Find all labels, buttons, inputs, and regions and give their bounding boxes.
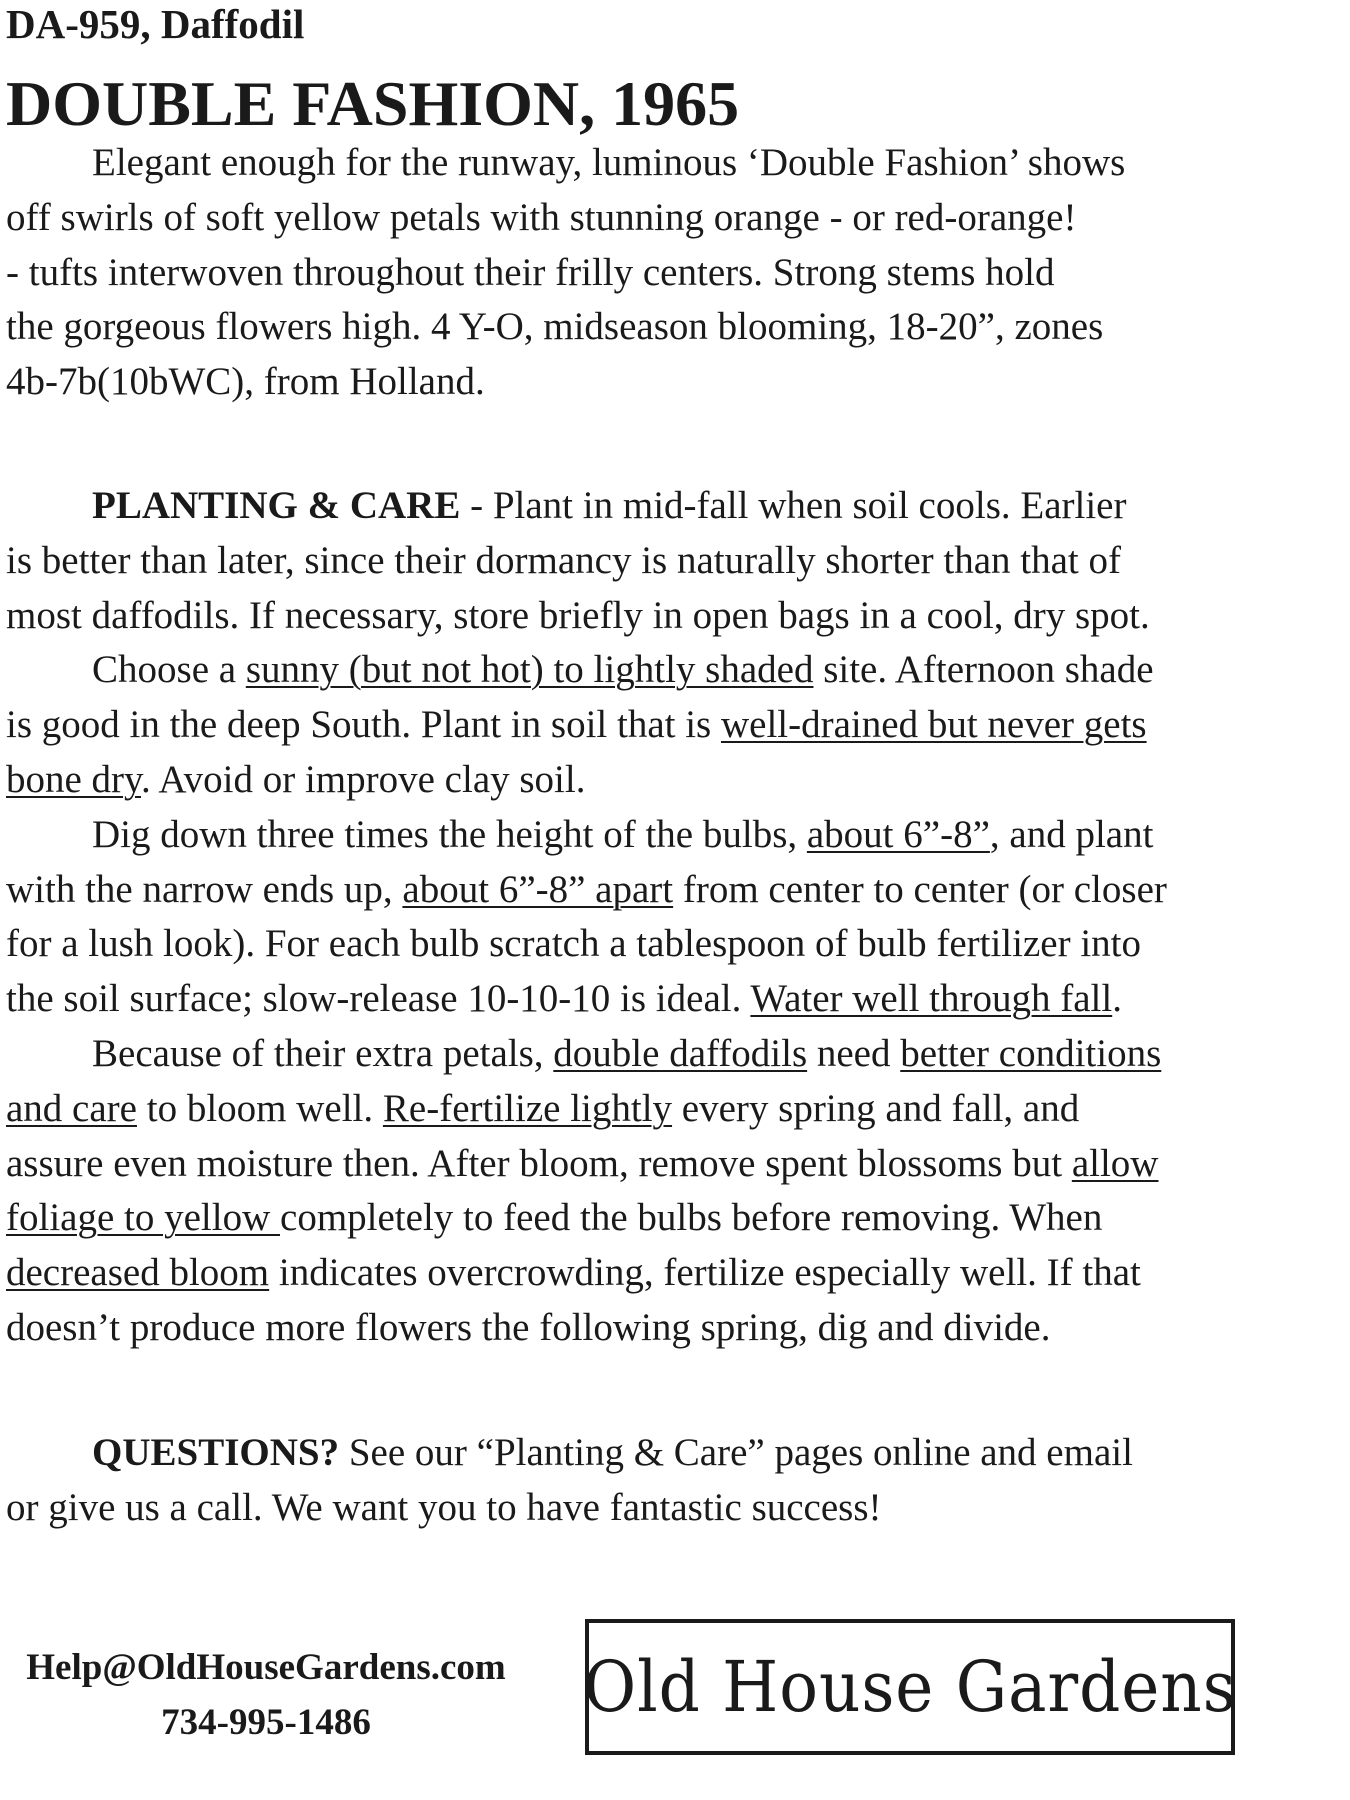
planting-text: - Plant in mid-fall when soil cools. Earlier [460,484,1127,527]
planting-line [6,863,1167,918]
underlined-text: well-drained but never gets [721,703,1147,747]
planting-text: need [807,1031,901,1075]
planting-text: . Avoid or improve clay soil. [141,757,586,801]
underlined-text: decreased bloom [6,1251,270,1295]
questions-line: or give us a call. We want you to have fantastic success! [6,1485,882,1529]
questions-text: See our “Planting & Care” pages online and email [339,1431,1133,1474]
planting-line [6,1082,1167,1137]
planting-text: to bloom well. [136,1086,383,1130]
underlined-text: about 6”-8” apart [402,867,674,911]
planting-line [6,808,1167,863]
underlined-text: allow [1071,1141,1159,1185]
description-paragraph [6,136,1125,410]
underlined-text: bone dry [6,757,142,801]
underlined-text: double daffodils [553,1031,808,1075]
planting-text: with the narrow ends up, [6,867,403,911]
planting-line [6,1191,1167,1246]
planting-line: is better than later, since their dormancy is naturally shorter than that of [6,538,1121,582]
planting-line [6,972,1167,1027]
planting-line [6,479,1167,534]
underlined-text: better conditions [900,1031,1162,1075]
planting-line [6,698,1167,753]
planting-line: most daffodils. If necessary, store briefly in open bags in a cool, dry spot. [6,593,1150,637]
description-line: - tufts interwoven throughout their frilly centers. Strong stems hold [6,250,1055,294]
planting-text: completely to feed the bulbs before removing. When [280,1196,1103,1240]
planting-line [6,643,1167,698]
planting-heading: PLANTING & CARE [92,484,461,527]
planting-line: for a lush look). For each bulb scratch a tablespoon of bulb fertilizer into [6,922,1141,966]
planting-line [6,1246,1167,1301]
planting-text: assure even moisture then. After bloom, remove spent blossoms but [6,1141,1072,1185]
planting-text: Choose a [92,648,246,692]
planting-line [6,753,1167,808]
questions-heading: QUESTIONS? [92,1431,340,1474]
description-line: off swirls of soft yellow petals with stunning orange - or red-orange! [6,195,1077,239]
questions-line [6,1426,1133,1481]
underlined-text: about 6”-8” [806,812,990,856]
planting-text: the soil surface; slow-release 10-10-10 is ideal. [6,977,751,1021]
planting-line [6,1027,1167,1082]
contact-phone[interactable]: 734-995-1486 [161,1702,371,1743]
underlined-text: Re-fertilize lightly [382,1086,673,1130]
underlined-text: Water well through fall [750,977,1113,1021]
underlined-text: foliage to yellow [6,1196,281,1240]
planting-text: is good in the deep South. Plant in soil that is [6,703,721,747]
planting-line: doesn’t produce more flowers the following spring, dig and divide. [6,1305,1051,1349]
planting-line [6,1137,1167,1192]
contact-email[interactable]: Help@OldHouseGardens.com [26,1647,506,1688]
underlined-text: and care [6,1086,137,1130]
planting-text: Because of their extra petals, [92,1031,554,1075]
planting-text: . [1112,977,1122,1021]
product-code: DA-959, Daffodil [6,1,305,47]
description-line: 4b-7b(10bWC), from Holland. [6,360,485,404]
contact-block [6,1640,526,1750]
planting-text: every spring and fall, and [672,1086,1080,1130]
brand-logo [585,1619,1235,1755]
description-line: the gorgeous flowers high. 4 Y-O, midseason blooming, 18-20”, zones [6,305,1104,349]
planting-text: site. Afternoon shade [813,648,1154,692]
planting-text: indicates overcrowding, fertilize especially well. If that [269,1251,1141,1295]
brand-logo-text: Old House Gardens [583,1646,1237,1728]
planting-text: from center to center (or closer [673,867,1167,911]
page-title: DOUBLE FASHION, 1965 [6,68,740,139]
questions-section [6,1426,1133,1536]
planting-text: , and plant [989,812,1154,856]
planting-care-section [6,479,1167,1356]
underlined-text: sunny (but not hot) to lightly shaded [245,648,814,692]
description-line: Elegant enough for the runway, luminous ‘Double Fashion’ shows [92,141,1126,184]
planting-text: Dig down three times the height of the bulbs, [92,812,807,856]
